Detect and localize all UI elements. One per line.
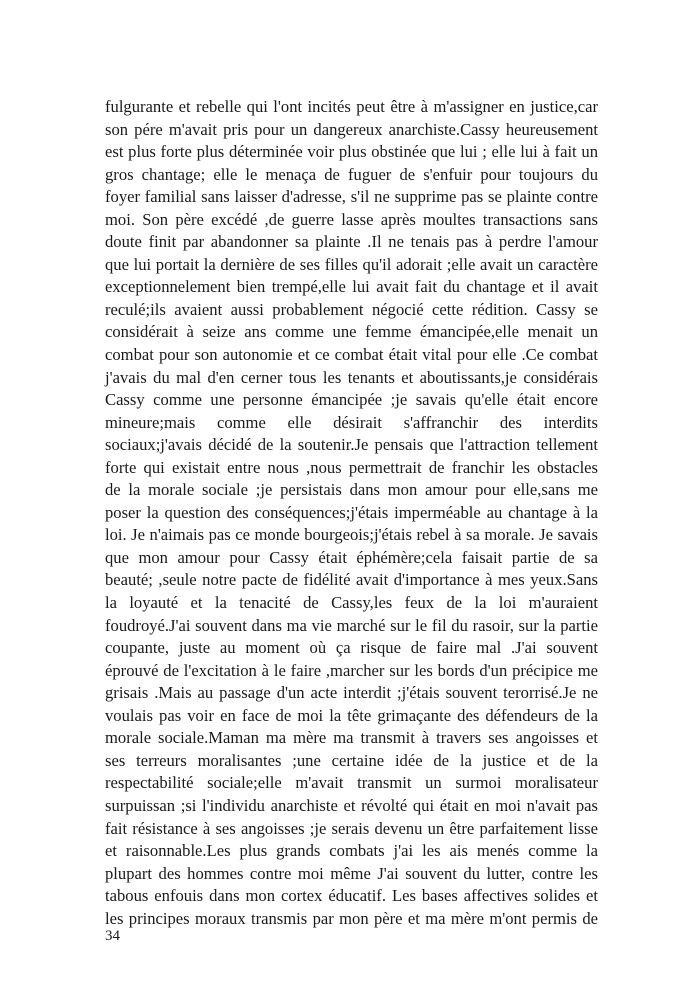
text-line: plupart des hommes contre moi même J'ai souvent du lutter, contre les (105, 863, 598, 883)
text-line: forte qui existait entre nous ,nous permettrait de franchir les obstacles (105, 457, 598, 477)
text-line: surpuissan ;si l'individu anarchiste et révolté qui était en moi n'avait pas (105, 795, 598, 815)
text-line: mineure;mais comme elle désirait s'affranchir des interdits (105, 412, 598, 432)
text-line: que mon amour pour Cassy était éphémère;cela faisait partie de sa (105, 547, 598, 567)
text-line: sociaux;j'avais décidé de la soutenir.Je pensais que l'attraction tellement (105, 435, 598, 455)
text-line: considérait à seize ans comme une femme émancipée,elle menait un (105, 322, 598, 342)
text-line: moi. Son père excédé ,de guerre lasse après moultes transactions sans (105, 209, 598, 229)
text-line: Cassy comme une personne émancipée ;je savais qu'elle était encore (105, 390, 598, 410)
text-line: tabous enfouis dans mon cortex éducatif. Les bases affectives solides et (105, 886, 598, 906)
text-line: coupante, juste au moment où ça risque de faire mal .J'ai souvent (105, 638, 598, 658)
text-line: est plus forte plus déterminée voir plus obstinée que lui ; elle lui à fait un (105, 142, 598, 162)
text-line: combat pour son autonomie et ce combat était vital pour elle .Ce combat (105, 345, 598, 365)
text-line: la loyauté et la tenacité de Cassy,les feux de la loi m'auraient (105, 593, 598, 613)
text-line: exceptionnelement bien trempé,elle lui avait fait du chantage et il avait (105, 277, 598, 297)
text-line: beauté; ,seule notre pacte de fidélité avait d'importance à mes yeux.Sans (105, 570, 598, 590)
text-line: que lui portait la dernière de ses filles qu'il adorait ;elle avait un caractère (105, 254, 598, 274)
text-line: j'avais du mal d'en cerner tous les tenants et aboutissants,je considérais (105, 367, 598, 387)
text-line: doute finit par abandonner sa plainte .Il ne tenais pas à perdre l'amour (105, 232, 598, 252)
text-line: gros chantage; elle le menaça de fuguer de s'enfuir pour toujours du (105, 164, 598, 184)
text-line: reculé;ils avaient aussi probablement négocié cette rédition. Cassy se (105, 299, 598, 319)
text-line: de la morale sociale ;je persistais dans mon amour pour elle,sans me (105, 480, 598, 500)
text-line: ses terreurs moralisantes ;une certaine idée de la justice et de la (105, 750, 598, 770)
text-line: voulais pas voir en face de moi la tête grimaçante des défendeurs de la (105, 705, 598, 725)
text-line: foudroyé.J'ai souvent dans ma vie marché sur le fil du rasoir, sur la partie (105, 615, 598, 635)
text-line: les principes moraux transmis par mon père et ma mère m'ont permis de (105, 908, 598, 928)
text-line: morale sociale.Maman ma mère ma transmit à travers ses angoisses et (105, 728, 598, 748)
text-line: fait résistance à ses angoisses ;je serais devenu un être parfaitement lisse (105, 818, 598, 838)
text-line: loi. Je n'aimais pas ce monde bourgeois;j'étais rebel à sa morale. Je savais (105, 525, 598, 545)
text-line: éprouvé de l'excitation à le faire ,marcher sur les bords d'un précipice me (105, 660, 598, 680)
text-line: respectabilité sociale;elle m'avait transmit un surmoi moralisateur (105, 773, 598, 793)
text-line: fulgurante et rebelle qui l'ont incités peut être à m'assigner en justice,car (105, 97, 598, 116)
body-text (105, 96, 598, 930)
text-line: poser la question des conséquences;j'étais imperméable au chantage à la (105, 502, 598, 522)
page-number: 34 (105, 928, 120, 944)
text-line: son pére m'avait pris pour un dangereux anarchiste.Cassy heureusement (105, 119, 598, 139)
text-line: foyer familial sans laisser d'adresse, s'il ne supprime pas se plainte contre (105, 187, 598, 207)
text-line: et raisonnable.Les plus grands combats j'ai les ais menés comme la (105, 841, 598, 861)
text-line: grisais .Mais au passage d'un acte interdit ;j'étais souvent terorrisé.Je ne (105, 683, 598, 703)
